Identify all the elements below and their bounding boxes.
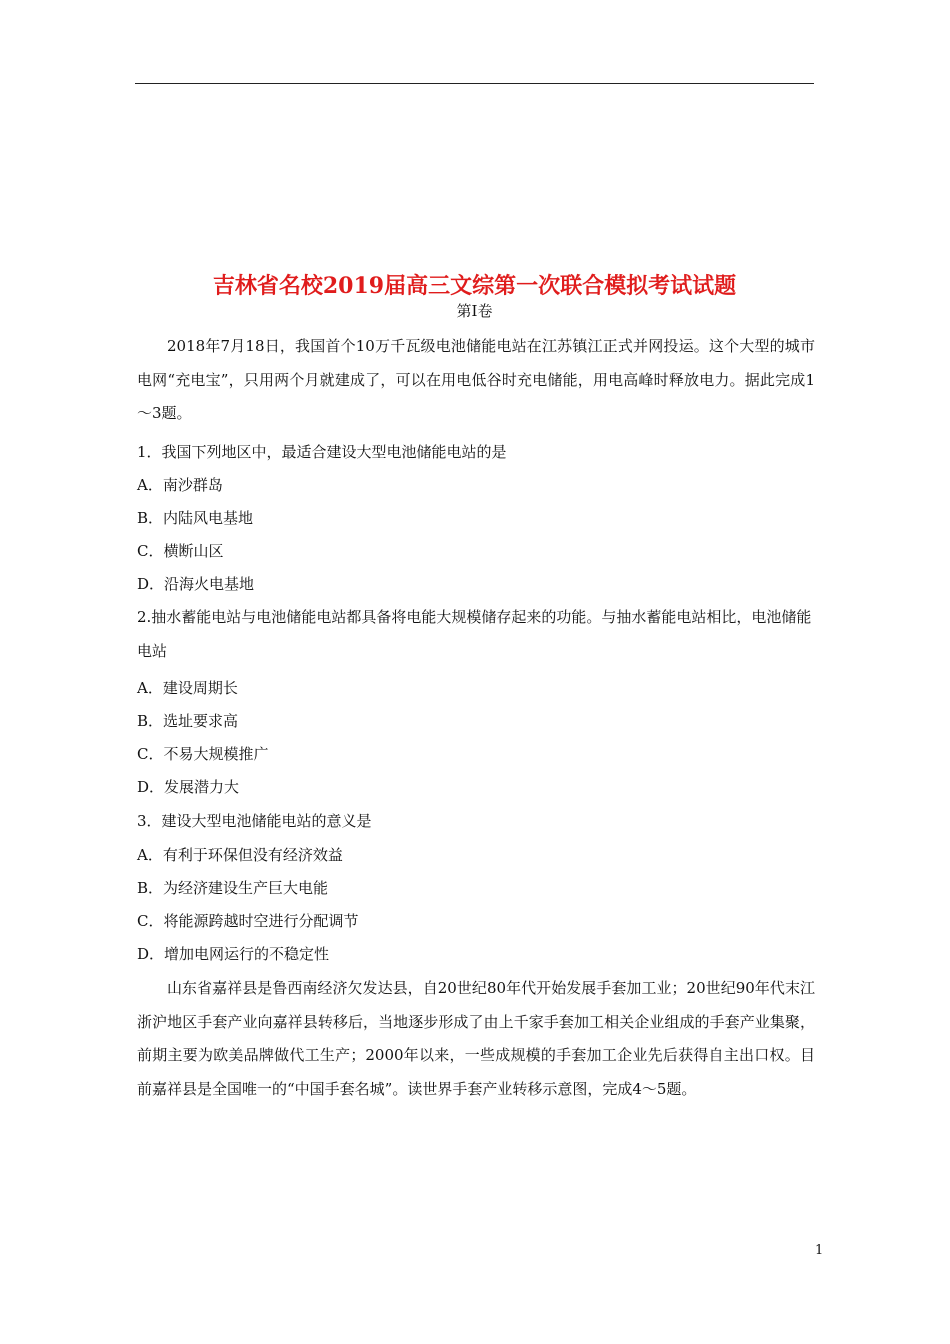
question-1-option-d: D．沿海火电基地 [137, 575, 255, 593]
question-2-option-a: A．建设周期长 [137, 679, 238, 697]
question-2-option-d: D．发展潜力大 [137, 778, 240, 796]
question-2-stem: 2.抽水蓄能电站与电池储能电站都具备将电能大规模储存起来的功能。与抽水蓄能电站相比，电池储能电站 [137, 608, 812, 660]
page-number: 1 [815, 1243, 824, 1258]
question-2-option-b: B．选址要求高 [137, 712, 239, 730]
question-3-option-b: B．为经济建设生产巨大电能 [137, 879, 329, 897]
question-3-option-d: D．增加电网运行的不稳定性 [137, 945, 330, 963]
question-2-option-c: C．不易大规模推广 [137, 745, 269, 763]
question-1-option-a: A．南沙群岛 [137, 476, 223, 494]
question-1-stem: 1．我国下列地区中，最适合建设大型电池储能电站的是 [137, 443, 507, 461]
question-3-option-a: A．有利于环保但没有经济效益 [137, 846, 343, 864]
question-3-option-c: C．将能源跨越时空进行分配调节 [137, 912, 359, 930]
question-1-option-c: C．横断山区 [137, 542, 224, 560]
intro-paragraph-2: 山东省嘉祥县是鲁西南经济欠发达县，自20世纪80年代开始发展手套加工业；20世纪90年代末江浙沪地区手套产业向嘉祥县转移后，当地逐步形成了由上千家手套加工相关企业组成的手套产业集聚，前期主要为欧美品牌做代工生产；2000年以来，一些成规模的手套加工企业先后获得自主出口权。目前嘉祥县是全国唯一的“中国手套名城”。读世界手套产业转移示意图，完成4～5题。 [137, 979, 815, 1098]
document-title: 吉林省名校2019届高三文综第一次联合模拟考试试题 [212, 273, 737, 299]
question-3-stem: 3．建设大型电池储能电站的意义是 [137, 812, 372, 830]
question-1-option-b: B．内陆风电基地 [137, 509, 254, 527]
section-label: 第Ⅰ卷 [456, 302, 493, 320]
header-rule [135, 83, 814, 84]
intro-paragraph-1: 2018年7月18日，我国首个10万千瓦级电池储能电站在江苏镇江正式并网投运。这个大型的城市电网“充电宝”，只用两个月就建成了，可以在用电低谷时充电储能，用电高峰时释放电力。据此完成1～3题。 [137, 337, 815, 422]
